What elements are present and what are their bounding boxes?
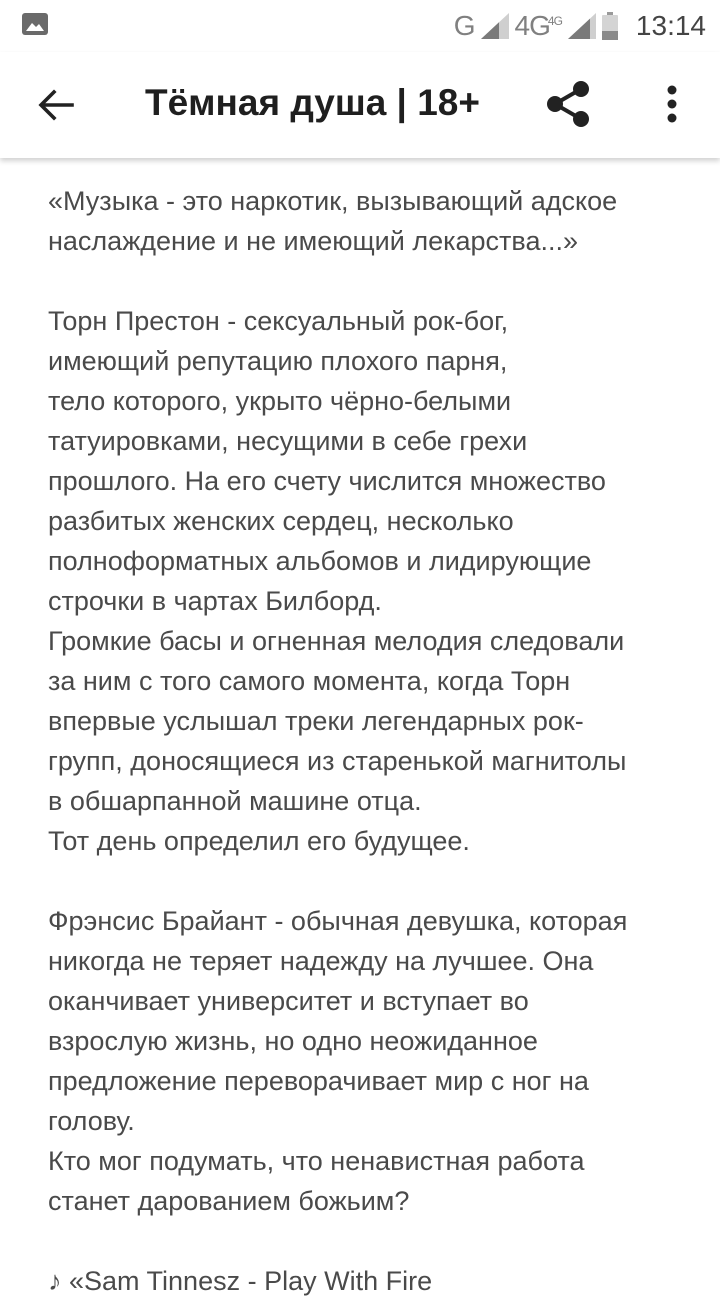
text-line: наслаждение и не имеющий лекарства...» [48, 226, 578, 256]
share-button[interactable] [540, 76, 596, 132]
page-title: Тёмная душа | 18+ [145, 82, 480, 123]
blank-line [48, 1221, 698, 1261]
text-line: за ним с того самого момента, когда Торн [48, 666, 571, 696]
text-line: разбитых женских сердец, несколько [48, 506, 514, 536]
more-options-button[interactable] [648, 76, 696, 132]
network-type-4g: $4G^{4G}$ [514, 10, 562, 41]
text-line: предложение переворачивает мир с ног на [48, 1066, 589, 1096]
text-line: Кто мог подумать, что ненавистная работа [48, 1146, 585, 1176]
arrow-back-icon [38, 89, 74, 121]
blank-line [48, 261, 698, 301]
clock: 13:14 [635, 10, 706, 41]
text-line: впервые услышал треки легендарных рок- [48, 706, 584, 736]
text-line: «Музыка - это наркотик, вызывающий адское [48, 186, 618, 216]
text-line: Фрэнсис Брайант - обычная девушка, которая [48, 906, 628, 936]
status-bar [0, 0, 720, 52]
network-type-g: G [453, 10, 475, 41]
text-line: взрослую жизнь, но одно неожиданное [48, 1026, 538, 1056]
text-line: строчки в чартах Билборд. [48, 586, 382, 616]
text-line: голову. [48, 1106, 135, 1136]
app-bar [0, 52, 720, 158]
text-line: имеющий репутацию плохого парня, [48, 346, 508, 376]
more-vert-icon [666, 84, 678, 124]
description-text [48, 181, 698, 1301]
share-icon [543, 79, 593, 129]
image-icon [22, 13, 48, 35]
text-line: станет дарованием божьим? [48, 1186, 410, 1216]
text-line: групп, доносящиеся из старенькой магнитолы [48, 746, 627, 776]
blank-line [48, 861, 698, 901]
signal-icon [481, 13, 509, 39]
text-line: полноформатных альбомов и лидирующие [48, 546, 592, 576]
text-line: Громкие басы и огненная мелодия следовали [48, 626, 625, 656]
text-line: Тот день определил его будущее. [48, 826, 470, 856]
text-line: татуировками, несущими в себе грехи [48, 426, 528, 456]
back-button[interactable] [28, 80, 84, 130]
text-line: оканчивает университет и вступает во [48, 986, 529, 1016]
signal-icon [568, 13, 596, 39]
text-line: тело которого, укрыто чёрно-белыми [48, 386, 512, 416]
text-line: никогда не теряет надежду на лучшее. Она [48, 946, 594, 976]
text-line: ♪ «Sam Tinnesz - Play With Fire [48, 1266, 433, 1296]
text-line: прошлого. На его счету числится множество [48, 466, 606, 496]
battery-icon [602, 12, 618, 40]
text-line: Торн Престон - сексуальный рок-бог, [48, 306, 509, 336]
text-line: в обшарпанной машине отца. [48, 786, 422, 816]
